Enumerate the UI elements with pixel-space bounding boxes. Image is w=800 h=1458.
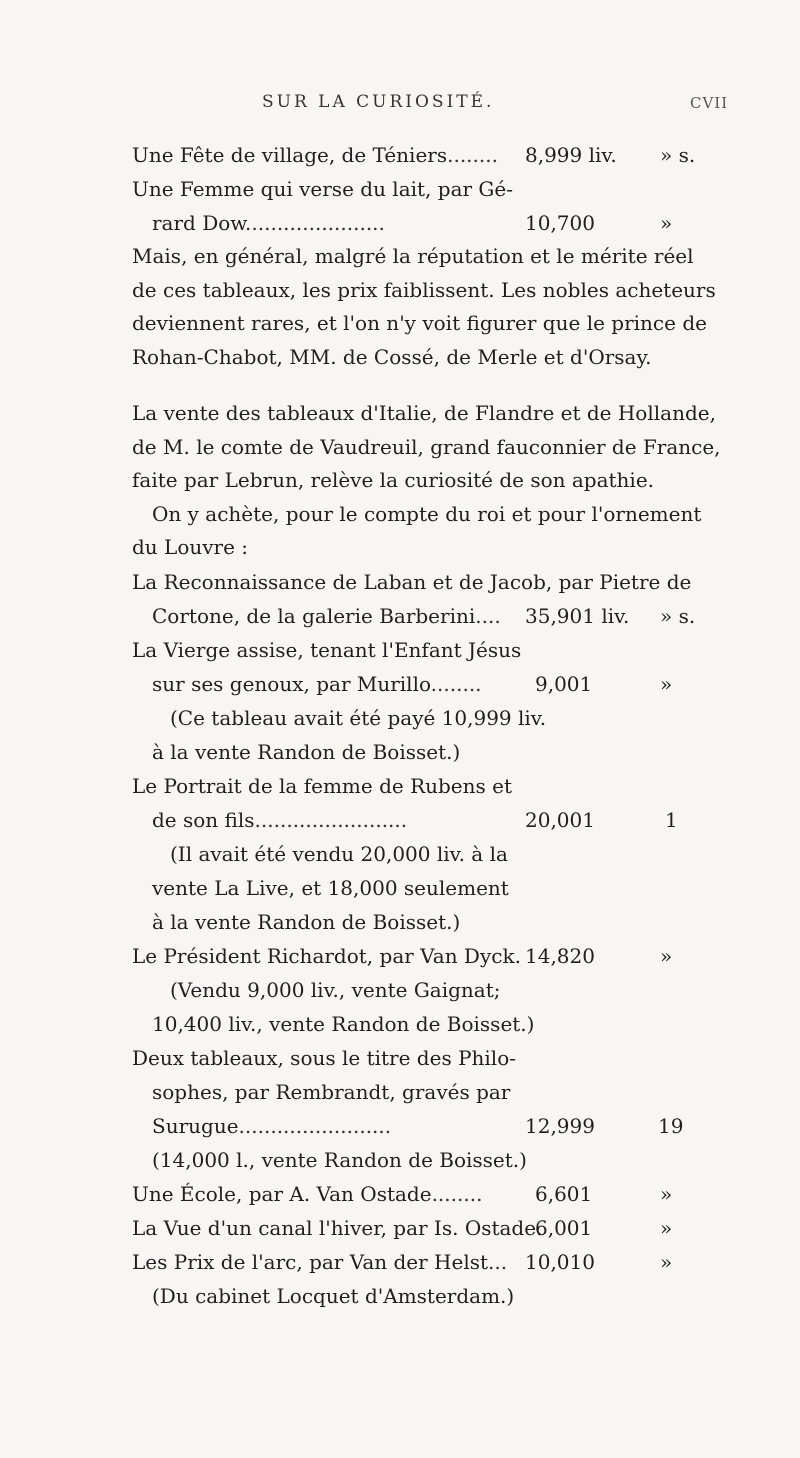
note-text: (Du cabinet Locquet d'Amsterdam.) bbox=[152, 1284, 515, 1308]
price-entry bbox=[132, 939, 521, 973]
entry-title: Cortone, de la galerie Barberini bbox=[152, 604, 476, 628]
note-text: (14,000 l., vente Randon de Boisset.) bbox=[152, 1148, 527, 1172]
page-header bbox=[0, 92, 800, 122]
entry-price: 10,700 bbox=[525, 211, 595, 235]
entry-cents: » bbox=[660, 1216, 673, 1240]
entry-price: 9,001 bbox=[535, 672, 593, 696]
leader-dots: ........ bbox=[430, 672, 482, 696]
entry-title: sophes, par Rembrandt, gravés par bbox=[152, 1080, 511, 1104]
note-text: à la vente Randon de Boisset.) bbox=[152, 740, 461, 764]
text-line: deviennent rares, et l'on n'y voit figurer que le prince de bbox=[132, 311, 707, 335]
entry-cents: » s. bbox=[660, 604, 696, 628]
text-line: On y achète, pour le compte du roi et pour l'ornement bbox=[152, 501, 702, 526]
entry-title: rard Dow bbox=[152, 211, 246, 235]
price-entry bbox=[132, 1211, 543, 1245]
leader-dots: ........ bbox=[431, 1182, 483, 1206]
entry-cents: » bbox=[660, 944, 673, 968]
entry-title: Une École, par A. Van Ostade bbox=[132, 1182, 432, 1206]
leader-dots: ... bbox=[488, 1250, 508, 1274]
entry-title: Une Fête de village, de Téniers bbox=[132, 143, 448, 167]
note-text: (Ce tableau avait été payé 10,999 liv. bbox=[170, 706, 547, 730]
entry-title: sur ses genoux, par Murillo bbox=[152, 672, 431, 696]
price-entry bbox=[132, 1245, 522, 1279]
text-line: La vente des tableaux d'Italie, de Flandre et de Hollande, bbox=[132, 401, 716, 425]
note-text: à la vente Randon de Boisset.) bbox=[152, 910, 461, 934]
text-line: du Louvre : bbox=[132, 535, 249, 559]
entry-price: 8,999 liv. bbox=[525, 143, 617, 167]
entry-title: de son fils bbox=[152, 808, 255, 832]
entry-cents: » bbox=[660, 211, 673, 235]
entry-price: 6,001 bbox=[535, 1216, 593, 1240]
entry-price: 10,010 bbox=[525, 1250, 595, 1274]
text-line: faite par Lebrun, relève la curiosité de son apathie. bbox=[132, 468, 655, 492]
note-text: 10,400 liv., vente Randon de Boisset.) bbox=[152, 1012, 535, 1036]
note-text: (Il avait été vendu 20,000 liv. à la bbox=[170, 842, 508, 866]
running-title: SUR LA CURIOSITÉ. bbox=[262, 92, 495, 112]
entry-title: La Reconnaissance de Laban et de Jacob, par Pietre de bbox=[132, 570, 692, 594]
price-entry bbox=[132, 1177, 517, 1211]
entry-cents: 19 bbox=[658, 1114, 684, 1138]
entry-title: Une Femme qui verse du lait, par Gé- bbox=[132, 177, 513, 201]
entry-title: Le Président Richardot, par Van Dyck. bbox=[132, 944, 521, 968]
entry-title: Surugue bbox=[152, 1114, 239, 1138]
leader-dots: ........................ bbox=[254, 808, 408, 832]
paragraph bbox=[132, 397, 721, 565]
entry-price: 20,001 bbox=[525, 808, 595, 832]
text-line: de M. le comte de Vaudreuil, grand fauconnier de France, bbox=[132, 434, 721, 459]
entry-cents: » s. bbox=[660, 143, 696, 167]
leader-dots: ...................... bbox=[245, 211, 385, 235]
note-text: vente La Live, et 18,000 seulement bbox=[152, 876, 509, 900]
entry-price: 12,999 bbox=[525, 1114, 595, 1138]
leader-dots: .... bbox=[475, 604, 501, 628]
entry-title: Le Portrait de la femme de Rubens et bbox=[132, 774, 513, 798]
entry-price: 35,901 liv. bbox=[525, 604, 630, 628]
note-text: (Vendu 9,000 liv., vente Gaignat; bbox=[170, 978, 501, 1002]
entry-title: Deux tableaux, sous le titre des Philo- bbox=[132, 1046, 516, 1070]
leader-dots: ........ bbox=[447, 143, 498, 167]
entry-title: La Vue d'un canal l'hiver, par Is. Ostade. bbox=[132, 1216, 543, 1240]
page-folio: CVII bbox=[690, 94, 729, 112]
price-entry bbox=[152, 206, 512, 240]
entry-cents: 1 bbox=[665, 808, 678, 832]
price-entry bbox=[152, 667, 522, 701]
text-line: de ces tableaux, les prix faiblissent. Les nobles acheteurs bbox=[132, 277, 716, 302]
text-line: Mais, en général, malgré la réputation et le mérite réel bbox=[132, 244, 694, 268]
entry-cents: » bbox=[660, 1250, 673, 1274]
paragraph bbox=[132, 240, 716, 374]
entry-price: 14,820 bbox=[525, 944, 595, 968]
entry-cents: » bbox=[660, 1182, 673, 1206]
leader-dots: ........................ bbox=[238, 1114, 392, 1138]
price-entry bbox=[152, 599, 522, 633]
price-entry bbox=[152, 1109, 522, 1143]
entry-title: La Vierge assise, tenant l'Enfant Jésus bbox=[132, 638, 522, 662]
price-entry bbox=[152, 803, 522, 837]
entry-cents: » bbox=[660, 672, 673, 696]
entry-price: 6,601 bbox=[535, 1182, 593, 1206]
entry-title: Les Prix de l'arc, par Van der Helst bbox=[132, 1250, 489, 1274]
text-line: Rohan-Chabot, MM. de Cossé, de Merle et d'Orsay. bbox=[132, 344, 652, 369]
